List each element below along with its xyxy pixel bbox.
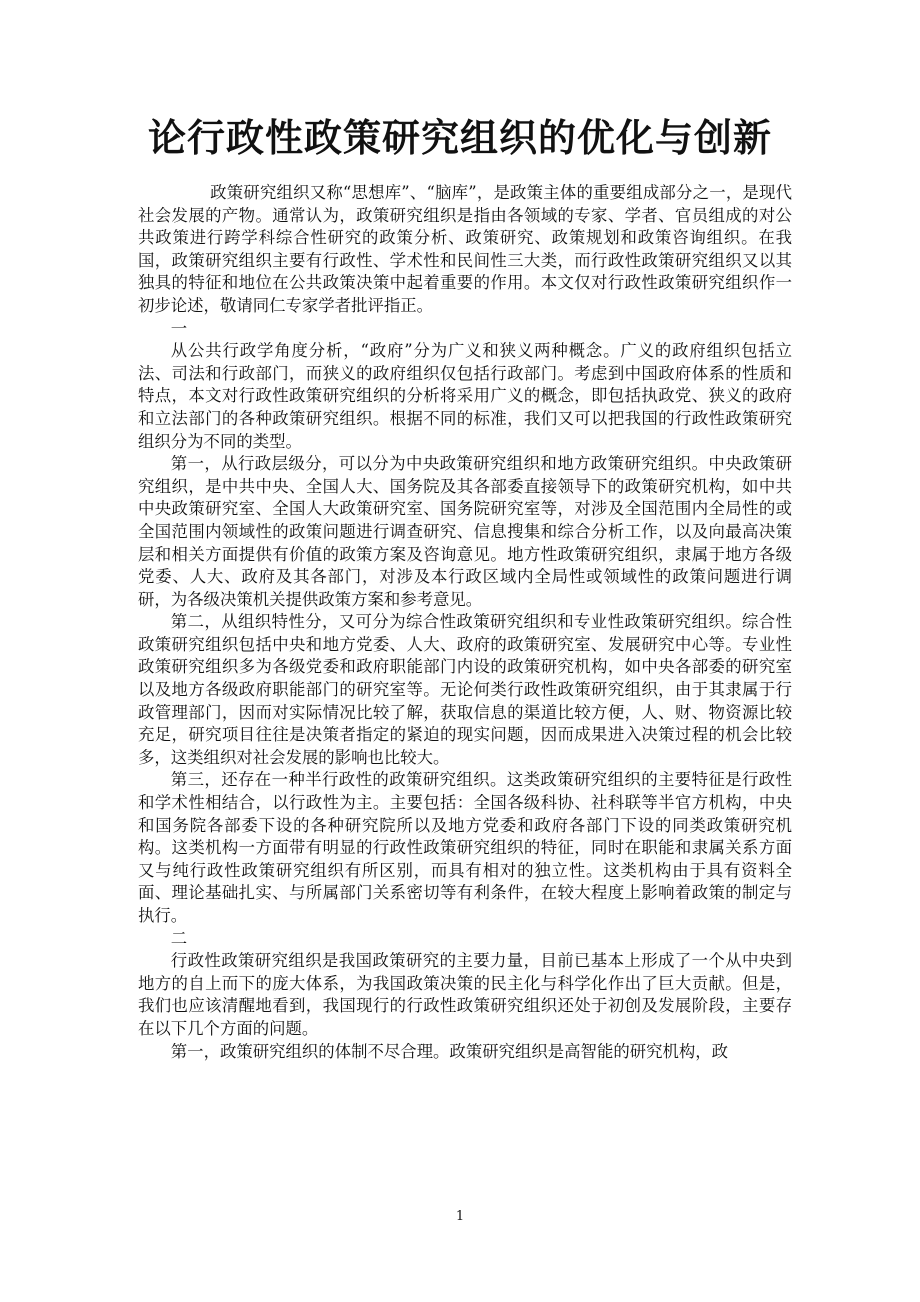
paragraph-government-definition: 从公共行政学角度分析，“政府”分为广义和狭义两种概念。广义的政府组织包括立法、司法和行政部门，而狭义的政府组织仅包括行政部门。考虑到中国政府体系的性质和特点，本文对行政性政策研究组织的分析将采用广义的概念，即包括执政党、狭义的政府和立法部门的各种政策研究组织。根据不同的标准，我们又可以把我国的行政性政策研究组织分为不同的类型。 — [138, 341, 792, 451]
paragraph-first-problem: 第一，政策研究组织的体制不尽合理。政策研究组织是高智能的研究机构，政 — [170, 1041, 729, 1061]
page-number: 1 — [455, 1209, 465, 1224]
paragraph-second-classification: 第二，从组织特性分，又可分为综合性政策研究组织和专业性政策研究组织。综合性政策研究组织包括中央和地方党委、人大、政府的政策研究室、发展研究中心等。专业性政策研究组织多为各级党委和政府职能部门内设的政策研究机构，如中央各部委的研究室以及地方各级政府职能部门的研究室等。无论何类行政性政策研究组织，由于其隶属于行政管理部门，因而对实际情况比较了解，获取信息的渠道比较方便，人、财、物资源比较充足，研究项目往往是决策者指定的紧迫的现实问题，因而成果进入决策过程的机会比较多，这类组织对社会发展的影响也比较大。 — [138, 612, 792, 767]
paragraph-first-classification: 第一，从行政层级分，可以分为中央政策研究组织和地方政策研究组织。中央政策研究组织，是中共中央、全国人大、国务院及其各部委直接领导下的政策研究机构，如中共中央政策研究室、全国人大政策研究室、国务院研究室等，对涉及全国范围内全局性的或全国范围内领域性的政策问题进行调查研究、信息搜集和综合分析工作，以及向最高决策层和相关方面提供有价值的政策方案及咨询意见。地方性政策研究组织，隶属于地方各级党委、人大、政府及其各部门，对涉及本行政区域内全局性或领域性的政策问题进行调研，为各级决策机关提供政策方案和参考意见。 — [138, 454, 792, 609]
paragraph-current-status: 行政性政策研究组织是我国政策研究的主要力量，目前已基本上形成了一个从中央到地方的自上而下的庞大体系，为我国政策决策的民主化与科学化作出了巨大贡献。但是，我们也应该清醒地看到，我国现行的行政性政策研究组织还处于初创及发展阶段，主要存在以下几个方面的问题。 — [138, 951, 792, 1038]
document-body — [138, 182, 792, 1063]
section-heading-one: 一 — [170, 318, 188, 338]
section-heading-two: 二 — [170, 928, 188, 948]
document-title: 论行政性政策研究组织的优化与创新 — [147, 116, 772, 160]
paragraph-intro: 政策研究组织又称“思想库”、“脑库”，是政策主体的重要组成部分之一，是现代社会发展的产物。通常认为，政策研究组织是指由各领域的专家、学者、官员组成的对公共政策进行跨学科综合性研究的政策分析、政策研究、政策规划和政策咨询组织。在我国，政策研究组织主要有行政性、学术性和民间性三大类，而行政性政策研究组织又以其独具的特征和地位在公共政策决策中起着重要的作用。本文仅对行政性政策研究组织作一初步论述，敬请同仁专家学者批评指正。 — [138, 183, 792, 315]
paragraph-third-classification: 第三，还存在一种半行政性的政策研究组织。这类政策研究组织的主要特征是行政性和学术性相结合，以行政性为主。主要包括：全国各级科协、社科联等半官方机构，中央和国务院各部委下设的各种研究院所以及地方党委和政府各部门下设的同类政策研究机构。这类机构一方面带有明显的行政性政策研究组织的特征，同时在职能和隶属关系方面又与纯行政性政策研究组织有所区别，而具有相对的独立性。这类机构由于具有资料全面、理论基础扎实、与所属部门关系密切等有利条件，在较大程度上影响着政策的制定与执行。 — [138, 770, 792, 925]
